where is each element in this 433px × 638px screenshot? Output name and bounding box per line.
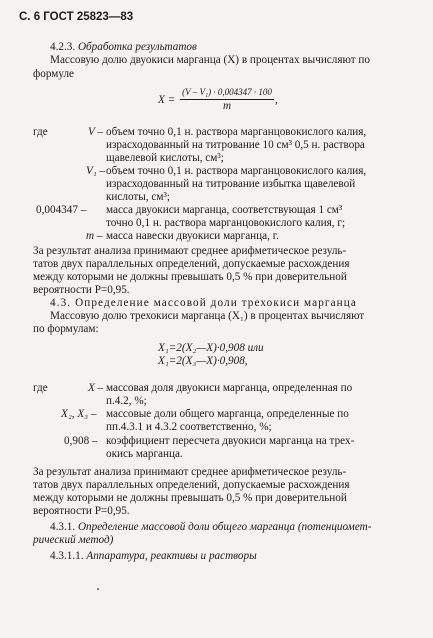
- paragraph-line: татов двух параллельных определений, допускаемые расхождения: [33, 479, 350, 491]
- def-symbol: V –: [88, 126, 104, 138]
- def-line: окись марганца.: [106, 448, 183, 460]
- def-symbol: V₁ –: [86, 165, 106, 177]
- page-header: С. 6 ГОСТ 25823—83: [19, 11, 134, 23]
- where-label: где: [33, 126, 48, 138]
- section-title-continued: рический метод): [33, 534, 114, 546]
- section-title: Аппаратура, реактивы и растворы: [86, 550, 257, 562]
- def-line: точно 0,1 н. раствора марганцовокислого калия, г;: [106, 217, 346, 229]
- def-line: объем точно 0,1 н. раствора марганцовокислого калия,: [106, 165, 367, 177]
- paragraph-line: между которыми не должны превышать 0,5 % при доверительной: [33, 492, 347, 504]
- paragraph-line: формуле: [33, 68, 74, 80]
- paragraph-line: между которыми не должны превышать 0,5 % при доверительной: [33, 271, 347, 283]
- def-line: коэффициент пересчета двуокиси марганца на трех-: [106, 435, 355, 447]
- def-line: кислоты, см³;: [106, 191, 170, 203]
- def-line: масса двуокиси марганца, соответствующая 1 см³: [106, 204, 343, 216]
- section-heading-4-3-1-1: [50, 550, 257, 563]
- def-symbol: X –: [88, 382, 104, 394]
- section-heading-4-2-3: [50, 41, 197, 54]
- section-number: 4.3.1.1.: [50, 550, 84, 562]
- formula-line: X₁=2(X₂—X)·0,908 или: [158, 342, 264, 354]
- paragraph-line: вероятности P=0,95.: [33, 284, 130, 296]
- section-heading-4-3: 4.3. Определение массовой доли трехокиси марганца: [50, 297, 357, 309]
- def-line: израсходованный на титрование 10 см³ 0,5 н. раствора: [106, 139, 365, 151]
- paragraph-line: по формулам:: [33, 323, 99, 335]
- def-symbol: 0,908 –: [64, 435, 98, 447]
- section-number: 4.3.1.: [50, 521, 76, 533]
- section-title: Обработка результатов: [77, 41, 197, 53]
- formula-denominator: m: [222, 100, 232, 112]
- def-line: массовые доли общего марганца, определенные по: [106, 408, 349, 420]
- formula-line: X₁=2(X₃—X)·0,908,: [158, 355, 248, 367]
- def-symbol: m –: [86, 230, 103, 242]
- paragraph-line: За результат анализа принимают среднее арифметическое резуль-: [33, 245, 347, 257]
- where-label: где: [33, 382, 48, 394]
- paragraph-line: вероятности P=0,95.: [33, 505, 130, 517]
- def-line: массовая доля двуокиси марганца, определенная по: [106, 382, 353, 394]
- def-line: п.4.2, %;: [106, 395, 147, 407]
- section-title: Определение массовой доли общего марганца (потенциомет-: [77, 521, 372, 533]
- section-heading-4-3-1: [50, 521, 371, 534]
- paragraph-line: Массовую долю трехокиси марганца (X₁) в процентах вычисляют: [50, 310, 365, 322]
- paragraph-line: татов двух параллельных определений, допускаемые расхождения: [33, 258, 350, 270]
- def-line: пп.4.3.1 и 4.3.2 соответственно, %;: [106, 421, 272, 433]
- formula-end: ,: [275, 94, 278, 106]
- formula-lhs: X =: [158, 94, 176, 106]
- def-line: щавелевой кислоты, см³;: [106, 152, 224, 164]
- def-line: масса навески двуокиси марганца, г.: [106, 230, 279, 242]
- formula-numerator: (V – V₁) · 0,004347 · 100: [182, 87, 272, 97]
- paragraph-line: Массовую долю двуокиси марганца (X) в процентах вычисляют по: [50, 54, 370, 66]
- def-symbol: 0,004347 –: [36, 204, 87, 216]
- def-line: объем точно 0,1 н. раствора марганцовокислого калия,: [106, 126, 367, 138]
- paragraph-line: За результат анализа принимают среднее арифметическое резуль-: [33, 466, 347, 478]
- def-line: израсходованный на титрование избытка щавелевой: [106, 178, 356, 190]
- section-number: 4.2.3.: [50, 41, 76, 53]
- def-symbol: X₂, X₃ –: [61, 408, 97, 420]
- scan-speck: [97, 588, 99, 590]
